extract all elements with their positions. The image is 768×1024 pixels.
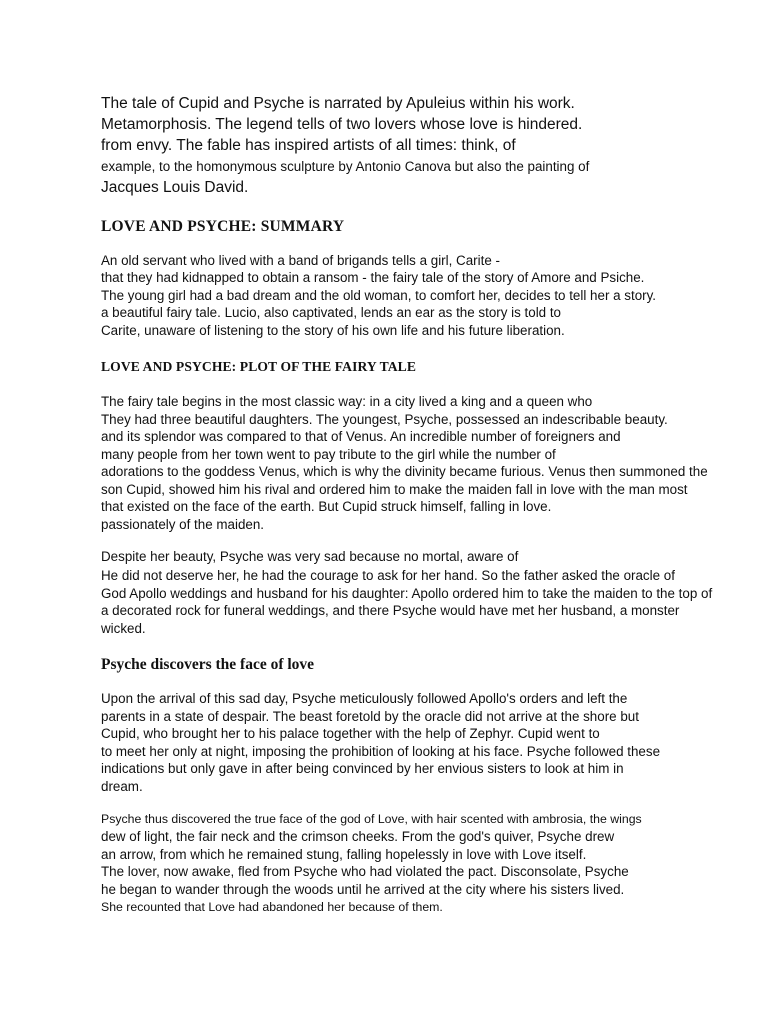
summary-line: a beautiful fairy tale. Lucio, also captivated, lends an ear as the story is told to xyxy=(101,305,562,320)
face-of-love-line: parents in a state of despair. The beast foretold by the oracle did not arrive at the shore but xyxy=(101,709,639,724)
plot-line: son Cupid, showed him his rival and ordered him to make the maiden fall in love with the man most xyxy=(101,482,688,497)
intro-line: example, to the homonymous sculpture by Antonio Canova but also the painting of xyxy=(101,159,590,174)
intro-line: The tale of Cupid and Psyche is narrated by Apuleius within his work. xyxy=(101,95,575,112)
face-of-love-line: The lover, now awake, fled from Psyche who had violated the pact. Disconsolate, Psyche xyxy=(101,864,629,879)
face-of-love-line: dew of light, the fair neck and the crimson cheeks. From the god's quiver, Psyche drew xyxy=(101,829,615,844)
section-heading-summary: LOVE AND PSYCHE: SUMMARY xyxy=(101,218,345,235)
intro-line: from envy. The fable has inspired artists of all times: think, of xyxy=(101,137,516,154)
intro-line: Metamorphosis. The legend tells of two lovers whose love is hindered. xyxy=(101,116,583,133)
plot-line: a decorated rock for funeral weddings, and there Psyche would have met her husband, a monster xyxy=(101,603,680,618)
face-of-love-line: he began to wander through the woods until he arrived at the city where his sisters lived. xyxy=(101,882,625,897)
face-of-love-line: She recounted that Love had abandoned her because of them. xyxy=(101,900,443,914)
intro-line: Jacques Louis David. xyxy=(101,179,249,196)
face-of-love-line: to meet her only at night, imposing the prohibition of looking at his face. Psyche followed these xyxy=(101,744,661,759)
section-heading-plot: LOVE AND PSYCHE: PLOT OF THE FAIRY TALE xyxy=(101,359,416,374)
plot-line: They had three beautiful daughters. The youngest, Psyche, possessed an indescribable beauty. xyxy=(101,412,668,427)
plot-line: wicked. xyxy=(101,621,146,636)
plot-line: that existed on the face of the earth. But Cupid struck himself, falling in love. xyxy=(101,499,552,514)
face-of-love-line: Upon the arrival of this sad day, Psyche meticulously followed Apollo's orders and left the xyxy=(101,691,628,706)
summary-line: Carite, unaware of listening to the story of his own life and his future liberation. xyxy=(101,323,565,338)
plot-line: The fairy tale begins in the most classic way: in a city lived a king and a queen who xyxy=(101,394,593,409)
summary-line: that they had kidnapped to obtain a ransom - the fairy tale of the story of Amore and Psiche. xyxy=(101,270,645,285)
face-of-love-line: dream. xyxy=(101,779,143,794)
summary-line: An old servant who lived with a band of brigands tells a girl, Carite - xyxy=(101,253,500,268)
face-of-love-line: Psyche thus discovered the true face of the god of Love, with hair scented with ambrosia, the wings xyxy=(101,812,642,826)
plot-line: and its splendor was compared to that of Venus. An incredible number of foreigners and xyxy=(101,429,621,444)
plot-line: Despite her beauty, Psyche was very sad because no mortal, aware of xyxy=(101,549,519,564)
plot-line: He did not deserve her, he had the courage to ask for her hand. So the father asked the oracle of xyxy=(101,568,675,583)
plot-line: adorations to the goddess Venus, which is why the divinity became furious. Venus then summoned the xyxy=(101,464,708,479)
plot-line: many people from her town went to pay tribute to the girl while the number of xyxy=(101,447,556,462)
section-heading-face-of-love: Psyche discovers the face of love xyxy=(101,656,315,673)
plot-line: God Apollo weddings and husband for his daughter: Apollo ordered him to take the maiden to the top of xyxy=(101,586,713,601)
summary-line: The young girl had a bad dream and the old woman, to comfort her, decides to tell her a story. xyxy=(101,288,657,303)
plot-line: passionately of the maiden. xyxy=(101,517,265,532)
face-of-love-line: an arrow, from which he remained stung, falling hopelessly in love with Love itself. xyxy=(101,847,587,862)
face-of-love-line: indications but only gave in after being convinced by her envious sisters to look at him in xyxy=(101,761,624,776)
face-of-love-line: Cupid, who brought her to his palace together with the help of Zephyr. Cupid went to xyxy=(101,726,600,741)
